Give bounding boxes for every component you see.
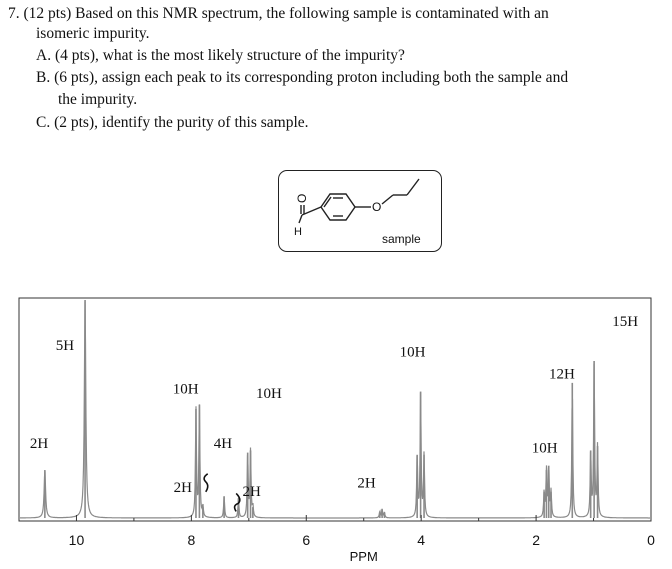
question-line-2: isomeric impurity. xyxy=(36,25,150,42)
propyl-bond-3 xyxy=(407,179,419,195)
x-tick-label-0: 10 xyxy=(68,532,85,548)
x-tick-label-2: 6 xyxy=(302,532,311,548)
x-tick-label-5: 0 xyxy=(647,532,655,548)
structure-label: sample xyxy=(382,232,421,246)
integration-label: 4H xyxy=(213,436,233,453)
integration-label: 10H xyxy=(256,386,282,403)
plot-frame xyxy=(19,298,651,521)
molecule-structure xyxy=(279,171,441,251)
integration-label: 5H xyxy=(55,338,75,355)
aldehyde-hydrogen: H xyxy=(294,226,302,238)
squiggle-mark-1 xyxy=(204,474,208,492)
x-tick-label-4: 2 xyxy=(532,532,540,548)
integration-label: 10H xyxy=(172,381,199,398)
structure-box xyxy=(278,170,442,252)
ch-bond xyxy=(299,215,302,223)
integration-label: 2H xyxy=(357,475,376,492)
nmr-spectrum xyxy=(16,296,656,569)
integration-label: 12H xyxy=(549,366,575,383)
question-part-b-cont: the impurity. xyxy=(58,91,138,108)
integration-label: 2H xyxy=(173,479,192,496)
integration-label: 15H xyxy=(612,314,639,331)
carbonyl-oxygen: O xyxy=(295,193,309,203)
integration-label: 10H xyxy=(531,440,558,457)
question-line-1: 7. (12 pts) Based on this NMR spectrum, the following sample is contaminated with an xyxy=(8,5,549,22)
spectrum-trace xyxy=(20,302,650,519)
aryl-bond xyxy=(302,207,321,215)
question-part-c: C. (2 pts), identify the purity of this sample. xyxy=(36,114,309,131)
x-tick-label-1: 8 xyxy=(187,532,196,548)
nmr-spectrum-svg xyxy=(16,296,656,564)
integration-label: 10H xyxy=(399,344,426,361)
x-tick-label-3: 4 xyxy=(417,532,426,548)
ether-oxygen: O xyxy=(372,200,382,214)
question-part-a: A. (4 pts), what is the most likely structure of the impurity? xyxy=(36,47,405,64)
question-part-b: B. (6 pts), assign each peak to its corresponding proton including both the sample and xyxy=(36,69,569,86)
integration-label: 2H xyxy=(242,484,261,501)
x-axis-label: PPM xyxy=(349,549,378,564)
integration-label: 2H xyxy=(29,436,49,453)
propyl-bond-1 xyxy=(382,195,393,204)
